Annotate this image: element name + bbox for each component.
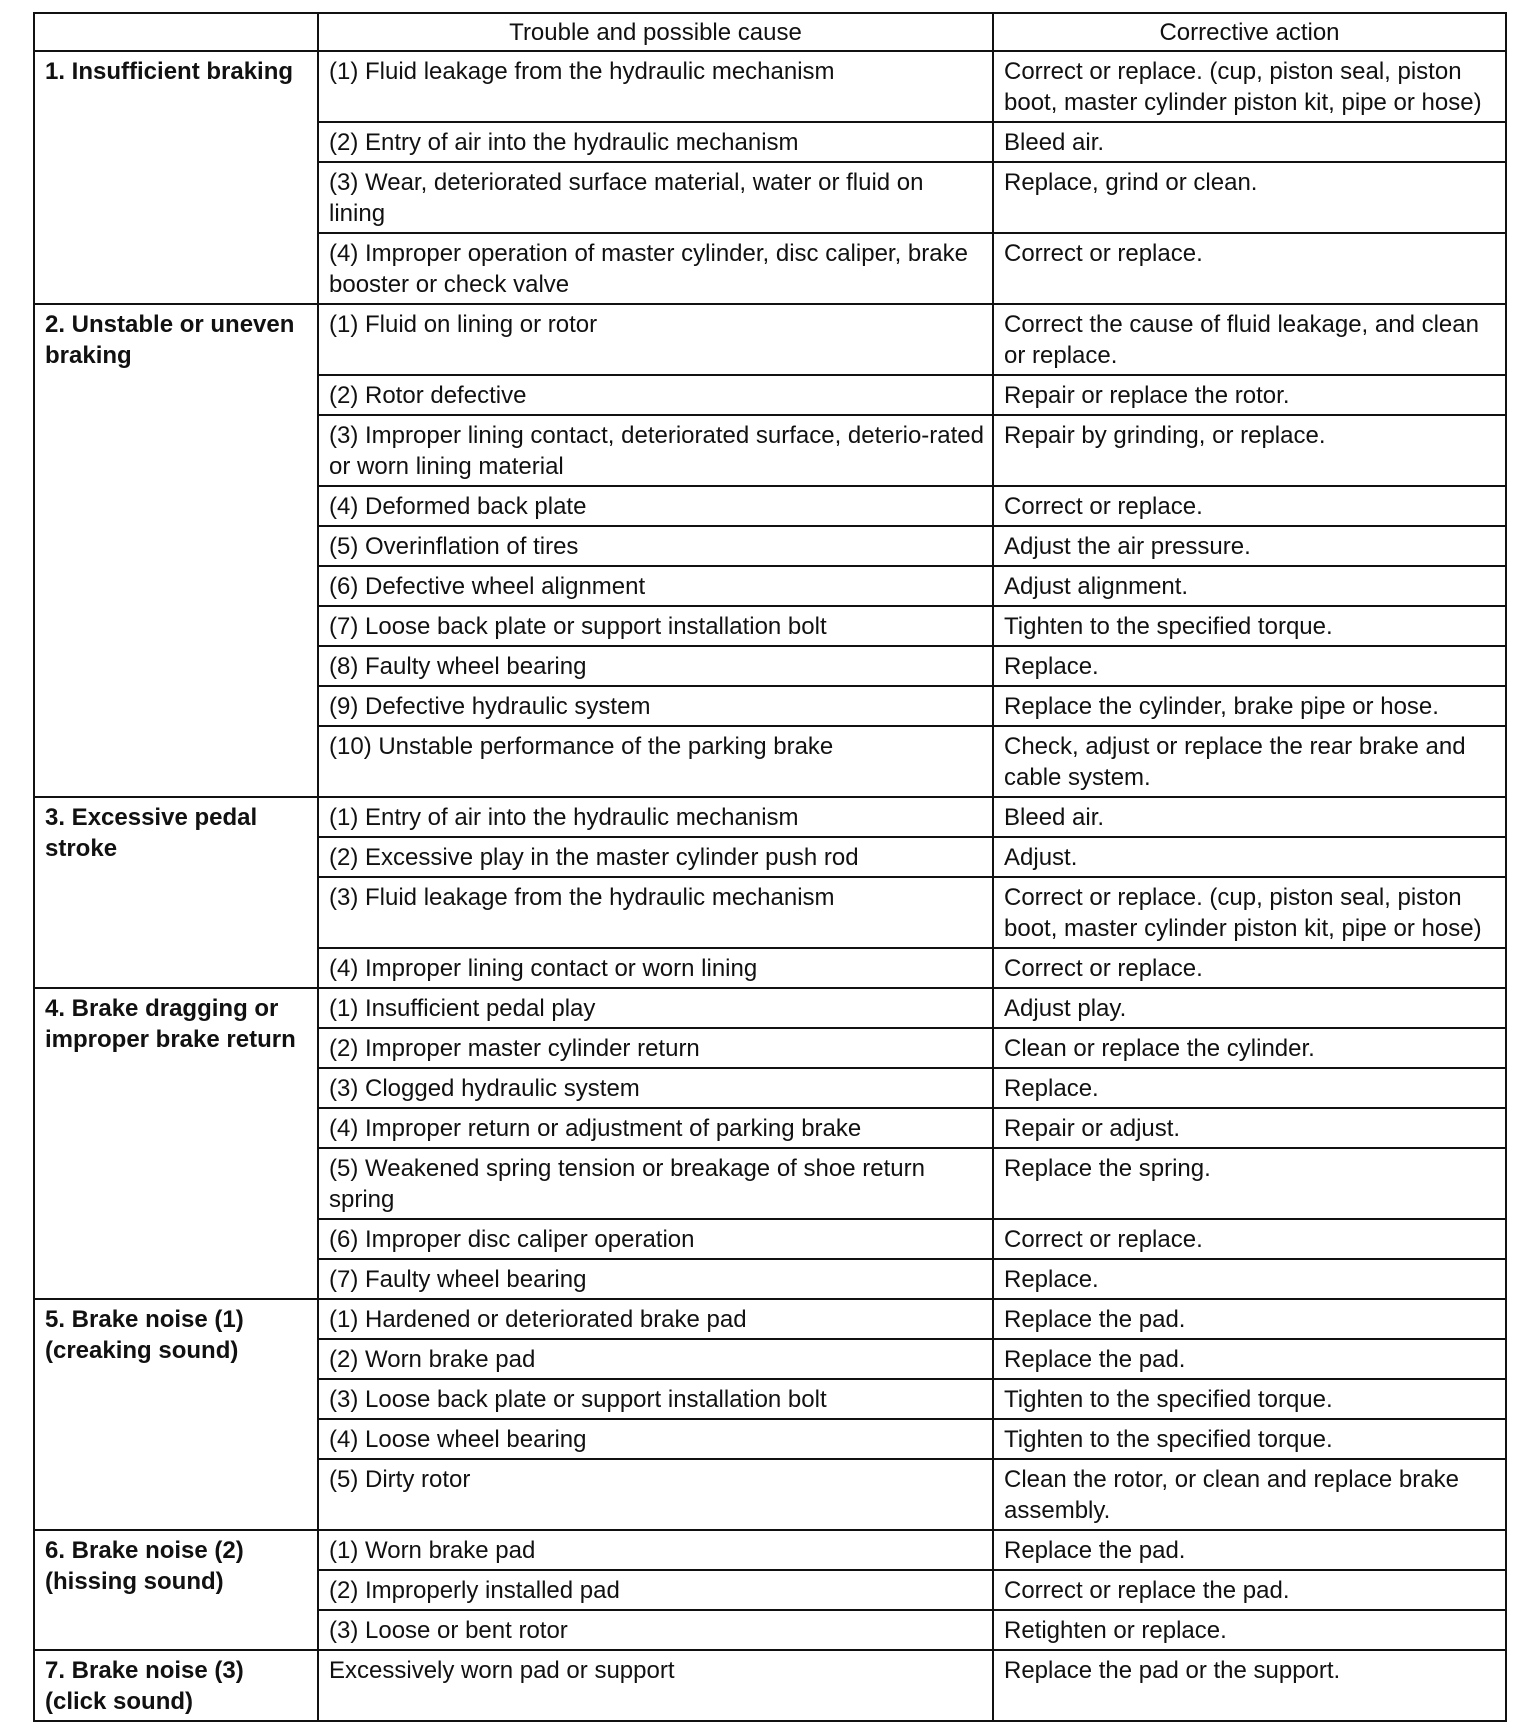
cause-cell: (2) Worn brake pad — [318, 1339, 993, 1379]
action-cell: Adjust. — [993, 837, 1506, 877]
action-cell: Adjust alignment. — [993, 566, 1506, 606]
cause-cell: (4) Deformed back plate — [318, 486, 993, 526]
cause-cell: (1) Fluid on lining or rotor — [318, 304, 993, 375]
action-cell: Adjust play. — [993, 988, 1506, 1028]
action-cell: Replace the spring. — [993, 1148, 1506, 1219]
cause-cell: (7) Loose back plate or support installation bolt — [318, 606, 993, 646]
cause-cell: (3) Loose or bent rotor — [318, 1610, 993, 1650]
cause-cell: (7) Faulty wheel bearing — [318, 1259, 993, 1299]
cause-cell: (10) Unstable performance of the parking brake — [318, 726, 993, 797]
cause-cell: (5) Overinflation of tires — [318, 526, 993, 566]
cause-cell: (6) Defective wheel alignment — [318, 566, 993, 606]
action-cell: Replace the pad. — [993, 1339, 1506, 1379]
cause-cell: (3) Fluid leakage from the hydraulic mechanism — [318, 877, 993, 948]
action-cell: Correct or replace. (cup, piston seal, piston boot, master cylinder piston kit, pipe or hose) — [993, 51, 1506, 122]
table-row — [34, 1650, 1506, 1721]
cause-cell: (5) Weakened spring tension or breakage of shoe return spring — [318, 1148, 993, 1219]
symptom-cell: 6. Brake noise (2) (hissing sound) — [34, 1530, 318, 1650]
cause-cell: (6) Improper disc caliper operation — [318, 1219, 993, 1259]
cause-cell: (2) Excessive play in the master cylinder push rod — [318, 837, 993, 877]
cause-cell: (8) Faulty wheel bearing — [318, 646, 993, 686]
table-row — [34, 1530, 1506, 1570]
action-cell: Clean the rotor, or clean and replace brake assembly. — [993, 1459, 1506, 1530]
cause-cell: (4) Loose wheel bearing — [318, 1419, 993, 1459]
action-cell: Replace the pad. — [993, 1299, 1506, 1339]
action-cell: Check, adjust or replace the rear brake and cable system. — [993, 726, 1506, 797]
action-cell: Correct or replace the pad. — [993, 1570, 1506, 1610]
action-cell: Correct or replace. — [993, 948, 1506, 988]
symptom-cell: 1. Insufficient braking — [34, 51, 318, 304]
cause-cell: (5) Dirty rotor — [318, 1459, 993, 1530]
action-cell: Tighten to the specified torque. — [993, 606, 1506, 646]
cause-cell: (1) Insufficient pedal play — [318, 988, 993, 1028]
action-cell: Adjust the air pressure. — [993, 526, 1506, 566]
header-symptom — [34, 13, 318, 51]
cause-cell: (3) Improper lining contact, deteriorated surface, deterio-rated or worn lining material — [318, 415, 993, 486]
cause-cell: (2) Rotor defective — [318, 375, 993, 415]
action-cell: Bleed air. — [993, 122, 1506, 162]
cause-cell: Excessively worn pad or support — [318, 1650, 993, 1721]
cause-cell: (1) Hardened or deteriorated brake pad — [318, 1299, 993, 1339]
cause-cell: (3) Clogged hydraulic system — [318, 1068, 993, 1108]
action-cell: Replace. — [993, 1259, 1506, 1299]
action-cell: Replace. — [993, 646, 1506, 686]
cause-cell: (2) Improper master cylinder return — [318, 1028, 993, 1068]
action-cell: Replace the pad. — [993, 1530, 1506, 1570]
symptom-cell: 4. Brake dragging or improper brake return — [34, 988, 318, 1299]
table-row — [34, 1299, 1506, 1339]
action-cell: Correct or replace. — [993, 233, 1506, 304]
cause-cell: (3) Wear, deteriorated surface material, water or fluid on lining — [318, 162, 993, 233]
table-row — [34, 51, 1506, 122]
action-cell: Replace. — [993, 1068, 1506, 1108]
action-cell: Bleed air. — [993, 797, 1506, 837]
action-cell: Correct or replace. (cup, piston seal, piston boot, master cylinder piston kit, pipe or hose) — [993, 877, 1506, 948]
cause-cell: (1) Worn brake pad — [318, 1530, 993, 1570]
cause-cell: (1) Fluid leakage from the hydraulic mechanism — [318, 51, 993, 122]
cause-cell: (2) Entry of air into the hydraulic mechanism — [318, 122, 993, 162]
table-row — [34, 304, 1506, 375]
cause-cell: (2) Improperly installed pad — [318, 1570, 993, 1610]
symptom-cell: 3. Excessive pedal stroke — [34, 797, 318, 988]
cause-cell: (3) Loose back plate or support installation bolt — [318, 1379, 993, 1419]
action-cell: Correct or replace. — [993, 486, 1506, 526]
table-body — [34, 51, 1506, 1721]
action-cell: Replace the pad or the support. — [993, 1650, 1506, 1721]
action-cell: Replace the cylinder, brake pipe or hose. — [993, 686, 1506, 726]
action-cell: Tighten to the specified torque. — [993, 1379, 1506, 1419]
action-cell: Clean or replace the cylinder. — [993, 1028, 1506, 1068]
symptom-cell: 5. Brake noise (1) (creaking sound) — [34, 1299, 318, 1530]
symptom-cell: 2. Unstable or uneven braking — [34, 304, 318, 797]
action-cell: Tighten to the specified torque. — [993, 1419, 1506, 1459]
cause-cell: (9) Defective hydraulic system — [318, 686, 993, 726]
header-row — [34, 13, 1506, 51]
document-page — [33, 12, 1505, 1722]
action-cell: Repair or adjust. — [993, 1108, 1506, 1148]
action-cell: Replace, grind or clean. — [993, 162, 1506, 233]
troubleshooting-table — [33, 12, 1507, 1722]
header-trouble-cause: Trouble and possible cause — [318, 13, 993, 51]
action-cell: Correct or replace. — [993, 1219, 1506, 1259]
cause-cell: (4) Improper lining contact or worn lining — [318, 948, 993, 988]
action-cell: Correct the cause of fluid leakage, and clean or replace. — [993, 304, 1506, 375]
cause-cell: (1) Entry of air into the hydraulic mechanism — [318, 797, 993, 837]
symptom-cell: 7. Brake noise (3) (click sound) — [34, 1650, 318, 1721]
action-cell: Repair or replace the rotor. — [993, 375, 1506, 415]
header-corrective-action: Corrective action — [993, 13, 1506, 51]
cause-cell: (4) Improper return or adjustment of parking brake — [318, 1108, 993, 1148]
action-cell: Repair by grinding, or replace. — [993, 415, 1506, 486]
cause-cell: (4) Improper operation of master cylinder, disc caliper, brake booster or check valve — [318, 233, 993, 304]
table-row — [34, 797, 1506, 837]
table-row — [34, 988, 1506, 1028]
action-cell: Retighten or replace. — [993, 1610, 1506, 1650]
